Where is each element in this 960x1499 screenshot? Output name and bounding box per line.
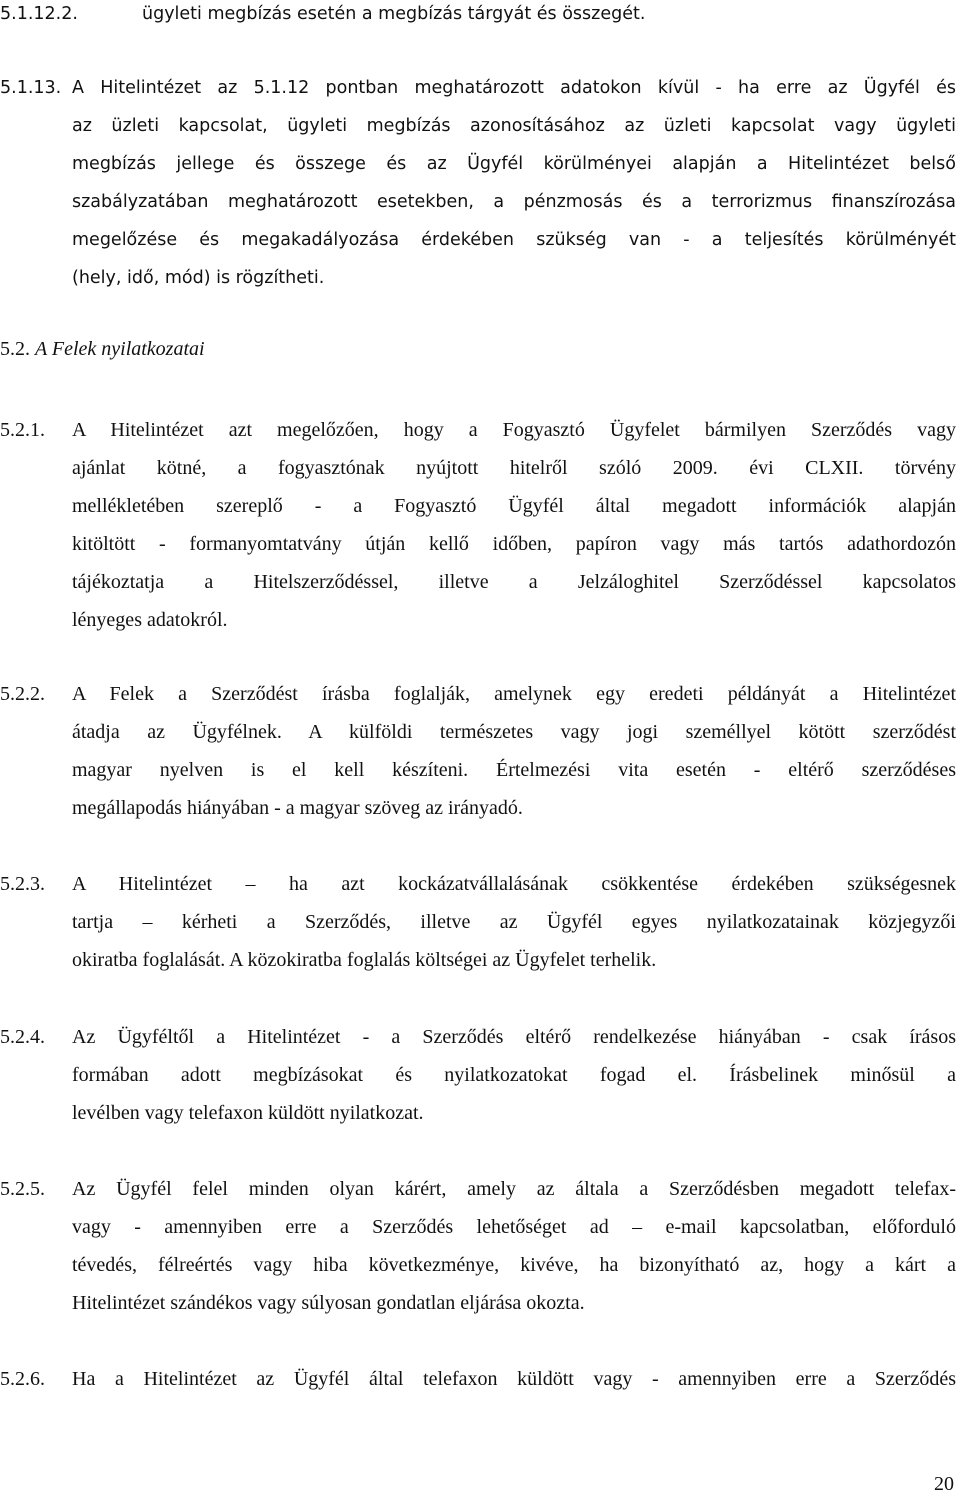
clause-text-line: átadja az Ügyfélnek. A külföldi természetes vagy jogi személlyel kötött szerződést <box>72 721 956 743</box>
clause-text-line: tartja – kérheti a Szerződés, illetve az Ügyfél egyes nyilatkozatainak közjegyzői <box>72 911 956 933</box>
clause-text-line: megelőzése és megakadályozása érdekében szükség van - a teljesítés körülményét <box>72 230 956 250</box>
section-heading <box>0 338 205 361</box>
clause-number: 5.2.2. <box>0 683 45 705</box>
clause-text-line: az üzleti kapcsolat, ügyleti megbízás azonosításához az üzleti kapcsolat vagy ügyleti <box>72 116 956 136</box>
clause-text-line: megállapodás hiányában - a magyar szöveg az irányadó. <box>72 797 523 819</box>
clause-text-line: lényeges adatokról. <box>72 609 228 631</box>
section-title: A Felek nyilatkozatai <box>35 338 205 360</box>
clause-number: 5.2.4. <box>0 1026 45 1048</box>
clause-text-line: Az Ügyfél felel minden olyan kárért, amely az általa a Szerződésben megadott telefax- <box>72 1178 956 1200</box>
clause-number: 5.2.5. <box>0 1178 45 1200</box>
clause-text-line: Az Ügyféltől a Hitelintézet - a Szerződés eltérő rendelkezése hiányában - csak írásos <box>72 1026 956 1048</box>
clause-text-line: okiratba foglalását. A közokiratba foglalás költségei az Ügyfelet terhelik. <box>72 949 657 971</box>
clause-number: 5.1.12.2. <box>0 4 78 24</box>
clause-text-line: ajánlat kötné, a fogyasztónak nyújtott hitelről szóló 2009. évi CLXII. törvény <box>72 457 956 479</box>
clause-text-line: A Hitelintézet azt megelőzően, hogy a Fogyasztó Ügyfelet bármilyen Szerződés vagy <box>72 419 956 441</box>
clause-text-line: Hitelintézet szándékos vagy súlyosan gondatlan eljárása okozta. <box>72 1292 585 1314</box>
section-number: 5.2. <box>0 338 30 360</box>
clause-number: 5.2.1. <box>0 419 45 441</box>
clause-text-line: A Hitelintézet az 5.1.12 pontban meghatározott adatokon kívül - ha erre az Ügyfél és <box>72 78 956 98</box>
clause-text-line: mellékletében szereplő - a Fogyasztó Ügyfél által megadott információk alapján <box>72 495 956 517</box>
clause-text-line: megbízás jellege és összege és az Ügyfél körülményei alapján a Hitelintézet belső <box>72 154 956 174</box>
clause-text-line: formában adott megbízásokat és nyilatkozatokat fogad el. Írásbelinek minősül a <box>72 1064 956 1086</box>
clause-text-line: A Hitelintézet – ha azt kockázatvállalásának csökkentése érdekében szükségesnek <box>72 873 956 895</box>
clause-text-line: ügyleti megbízás esetén a megbízás tárgyát és összegét. <box>142 4 646 24</box>
clause-text-line: (hely, idő, mód) is rögzítheti. <box>72 268 325 288</box>
clause-text-line: A Felek a Szerződést írásba foglalják, amelynek egy eredeti példányát a Hitelintézet <box>72 683 956 705</box>
clause-text-line: tájékoztatja a Hitelszerződéssel, illetve a Jelzáloghitel Szerződéssel kapcsolatos <box>72 571 956 593</box>
clause-number: 5.2.6. <box>0 1368 45 1390</box>
clause-text-line: vagy - amennyiben erre a Szerződés lehetőséget ad – e-mail kapcsolatban, előforduló <box>72 1216 956 1238</box>
clause-text-line: szabályzatában meghatározott esetekben, a pénzmosás és a terrorizmus finanszírozása <box>72 192 956 212</box>
clause-number: 5.2.3. <box>0 873 45 895</box>
clause-text-line: magyar nyelven is el kell készíteni. Értelmezési vita esetén - eltérő szerződéses <box>72 759 956 781</box>
clause-text-line: levélben vagy telefaxon küldött nyilatkozat. <box>72 1102 424 1124</box>
page-number: 20 <box>934 1473 954 1495</box>
clause-text-line: kitöltött - formanyomtatvány útján kellő időben, papíron vagy más tartós adathordozón <box>72 533 956 555</box>
clause-text-line: Ha a Hitelintézet az Ügyfél által telefaxon küldött vagy - amennyiben erre a Szerződés <box>72 1368 956 1390</box>
clause-number: 5.1.13. <box>0 78 62 98</box>
clause-text-line: tévedés, félreértés vagy hiba következménye, kivéve, ha bizonyítható az, hogy a kárt a <box>72 1254 956 1276</box>
